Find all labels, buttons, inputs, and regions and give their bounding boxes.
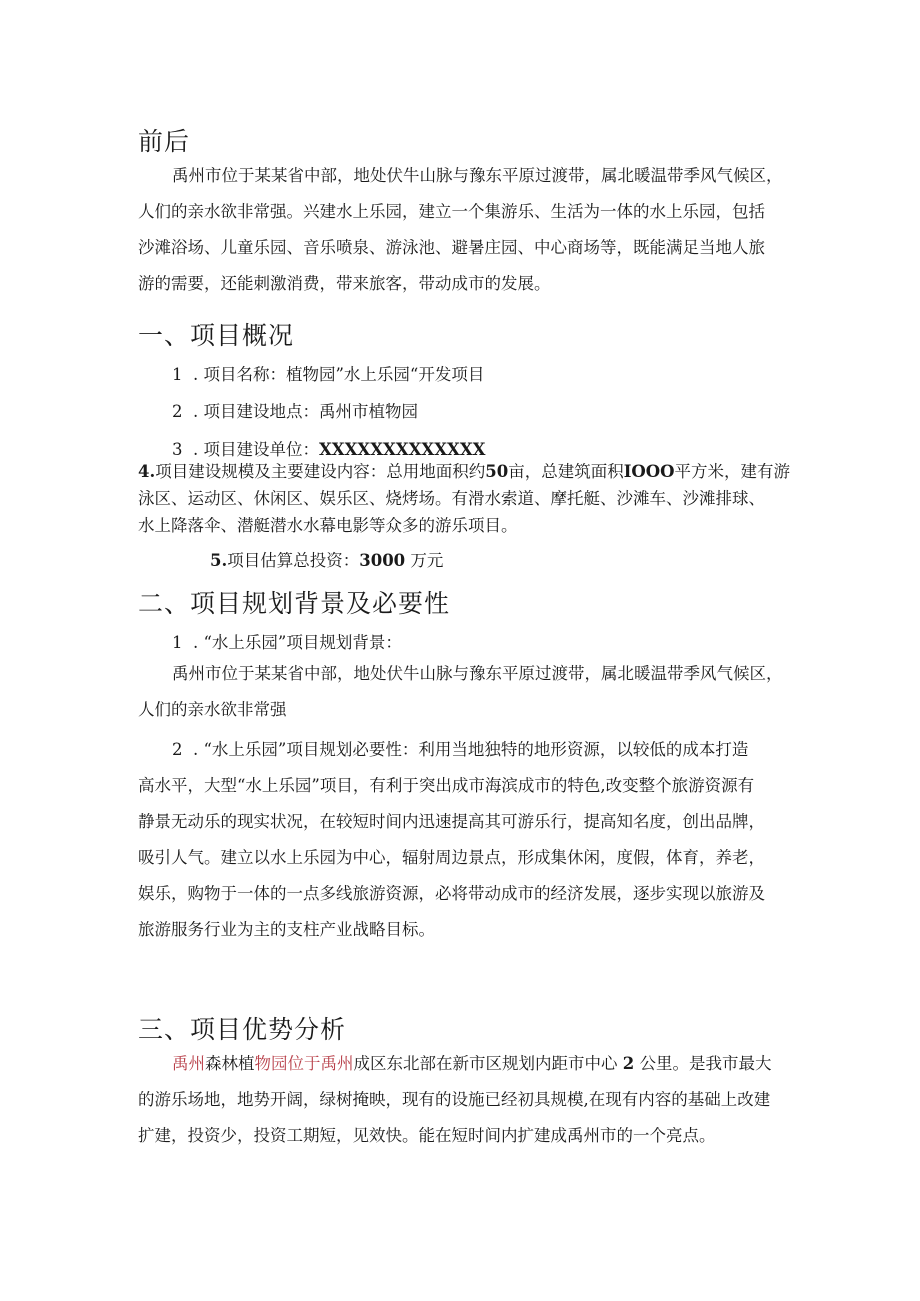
- text-line: 扩建，投资少，投资工期短，见效快。能在短时间内扩建成禹州市的一个亮点。: [138, 1126, 716, 1145]
- item-text: . 项目建设单位：: [193, 440, 319, 459]
- section1-item-5: 5.项目估算总投资：3000 万元: [210, 551, 444, 570]
- item-text: . 项目名称：植物园”水上乐园“开发项目: [193, 365, 485, 384]
- section1-item-4: [138, 458, 791, 539]
- advantage-paragraph: [138, 1046, 788, 1154]
- item-text: . “水上乐园”项目规划背景：: [193, 633, 402, 652]
- item-number: 1: [172, 633, 183, 652]
- item-text: . 项目建设地点：禹州市植物园: [193, 402, 418, 421]
- background-paragraph: [138, 656, 788, 728]
- item-number: 2: [172, 402, 183, 421]
- section1-item-2: [172, 398, 418, 422]
- section2-item-1: [172, 629, 402, 653]
- text-line: 娱乐，购物于一体的一点多线旅游资源，必将带动成市的经济发展，逐步实现以旅游及: [138, 884, 765, 903]
- item-number: 3: [172, 440, 183, 459]
- item-number: 1: [172, 365, 183, 384]
- text-line: 高水平，大型“水上乐园”项目，有利于突出成市海滨成市的特色,改变整个旅游资源有: [138, 776, 755, 795]
- text-line: 沙滩浴场、儿童乐园、音乐喷泉、游泳池、避暑庄园、中心商场等，既能满足当地人旅: [138, 238, 765, 257]
- text-line: 禹州森林植物园位于禹州成区东北部在新市区规划内距市中心 2 公里。是我市最大: [172, 1054, 772, 1073]
- section1-item-1: [172, 361, 484, 385]
- text-line: 旅游服务行业为主的支柱产业战略目标。: [138, 920, 435, 939]
- construction-unit-value: XXXXXXXXXXXXX: [319, 440, 486, 459]
- necessity-paragraph: [138, 732, 788, 948]
- text-line: 游的需要，还能刺激消费，带来旅客，带动成市的发展。: [138, 274, 551, 293]
- section2-heading: 二、项目规划背景及必要性: [138, 589, 451, 618]
- text-line: 2 . “水上乐园”项目规划必要性：利用当地独特的地形资源，以较低的成本打造: [172, 740, 749, 759]
- text-line: 人们的亲水欲非常强: [138, 700, 287, 719]
- preface-heading: 前后: [138, 127, 191, 156]
- text-line: 水上降落伞、潜艇潜水水幕电影等众多的游乐项目。: [138, 516, 518, 535]
- preface-paragraph: [138, 158, 788, 302]
- section1-heading: 一、项目概况: [138, 321, 295, 350]
- section3-heading: 三、项目优势分析: [138, 1015, 347, 1044]
- text-line: 静景无动乐的现实状况，在较短时间内迅速提高其可游乐行，提高知名度，创出品牌，: [138, 812, 765, 831]
- text-line: 4.项目建设规模及主要建设内容：总用地面积约50亩，总建筑面积IOOO平方米，建有游: [138, 462, 791, 481]
- text-line: 人们的亲水欲非常强。兴建水上乐园，建立一个集游乐、生活为一体的水上乐园，包括: [138, 202, 765, 221]
- text-line: 禹州市位于某某省中部，地处伏牛山脉与豫东平原过渡带，属北暖温带季风气候区，: [172, 664, 783, 683]
- section1-item-3: [172, 436, 485, 460]
- text-line: 泳区、运动区、休闲区、娱乐区、烧烤场。有滑水索道、摩托艇、沙滩车、沙滩排球、: [138, 489, 765, 508]
- text-line: 禹州市位于某某省中部，地处伏牛山脉与豫东平原过渡带，属北暖温带季风气候区，: [172, 166, 783, 185]
- text-line: 的游乐场地，地势开阔，绿树掩映，现有的设施已经初具规模,在现有内容的基础上改建: [138, 1090, 771, 1109]
- text-line: 吸引人气。建立以水上乐园为中心，辐射周边景点，形成集休闲，度假，体育，养老，: [138, 848, 765, 867]
